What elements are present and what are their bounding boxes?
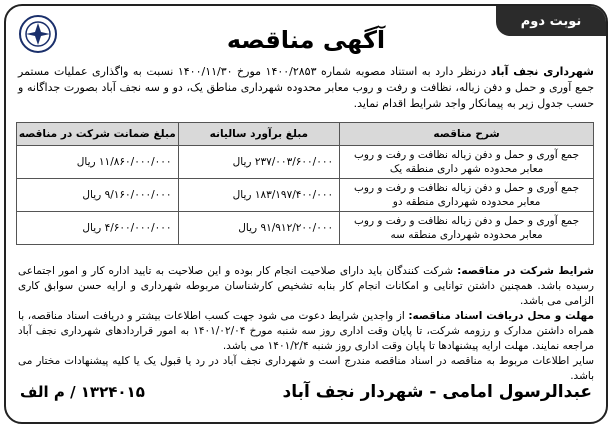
row-estimate: ۲۳۷/۰۰۳/۶۰۰/۰۰۰ ریال (178, 146, 340, 179)
col-header-estimate: مبلغ برآورد سالیانه (178, 123, 340, 146)
notice-frame (4, 4, 608, 424)
row-estimate: ۹۱/۹۱۲/۲۰۰/۰۰۰ ریال (178, 212, 340, 245)
conditions-section (18, 264, 594, 384)
deadline-text: از واجدین شرایط دعوت می شود جهت کسب اطلاعات بیشتر و دریافت اسناد مناقصه، با همراه داشتن مدارک و رزومه شرکت، تا پایان وقت اداری روز سه شنبه مورخ ۱۴۰۱/۰۲/۰۴ به امور قراردادهای شهرداری نجف آباد مراجعه نمایند. مهلت ارایه پیشنهادها تا پایان وقت اداری روز شنبه ۱۴۰۱/۲/۴ می باشد. (18, 310, 594, 352)
round-badge: نوبت دوم (496, 6, 606, 36)
row-desc: جمع آوری و حمل و دفن زباله نظافت و رفت و روب معابر محدوده شهرداری منطقه دو (340, 179, 594, 212)
publication-code: ۱۳۲۴۰۱۵ / م الف (20, 383, 145, 401)
intro-text: درنظر دارد به استناد مصوبه شماره ۱۴۰۰/۲۸۵۳ مورخ ۱۴۰۰/۱۱/۳۰ نسبت به واگذاری عملیات مستمر جمع آوری و حمل و دفن زباله، نظافت و رفت و روب معابر محدوده شهرداری مناطق یک، دو و سه نجف آباد بصورت جداگانه و حسب جدول زیر به پیمانکار واجد شرایط اقدام نماید. (18, 65, 594, 110)
other-info-text: سایر اطلاعات مربوط به مناقصه در اسناد مناقصه مندرج است و شهرداری نجف آباد در رد یا قبول یک یا کلیه پیشنهادات مختار می باشد. (18, 355, 594, 382)
footer (6, 382, 606, 402)
row-desc: جمع آوری و حمل و دفن زباله نظافت و رفت و روب معابر محدوده شهر داری منطقه یک (340, 146, 594, 179)
signature: عبدالرسول امامی - شهردار نجف آباد (282, 382, 592, 402)
deadline-title: مهلت و محل دریافت اسناد مناقصه: (408, 310, 594, 322)
row-guarantee: ۴/۶۰۰/۰۰۰/۰۰۰ ریال (17, 212, 179, 245)
conditions-text: شرکت کنندگان باید دارای صلاحیت انجام کار بوده و این صلاحیت به تایید اداره کار و امور اجتماعی رسیده باشد. همچنین داشتن توانایی و امکانات انجام کار بنابه تشخیص کارشناسان مربوطه شهرداری و ارایه حسن سوابق کاری الزامی می باشد. (18, 265, 594, 307)
row-guarantee: ۹/۱۶۰/۰۰۰/۰۰۰ ریال (17, 179, 179, 212)
org-name: شهرداری نجف آباد (490, 65, 594, 78)
row-desc: جمع آوری و حمل و دفن زباله نظافت و رفت و روب معابر محدوده شهرداری منطقه سه (340, 212, 594, 245)
intro-paragraph (18, 64, 594, 112)
table-row (17, 212, 594, 245)
row-estimate: ۱۸۳/۱۹۷/۴۰۰/۰۰۰ ریال (178, 179, 340, 212)
col-header-desc: شرح مناقصه (340, 123, 594, 146)
tender-table (16, 122, 594, 245)
notice-title: آگهی مناقصه (226, 26, 386, 54)
table-row (17, 179, 594, 212)
table-row (17, 146, 594, 179)
col-header-guarantee: مبلغ ضمانت شرکت در مناقصه (17, 123, 179, 146)
conditions-title: شرایط شرکت در مناقصه: (457, 265, 595, 277)
row-guarantee: ۱۱/۸۶۰/۰۰۰/۰۰۰ ریال (17, 146, 179, 179)
